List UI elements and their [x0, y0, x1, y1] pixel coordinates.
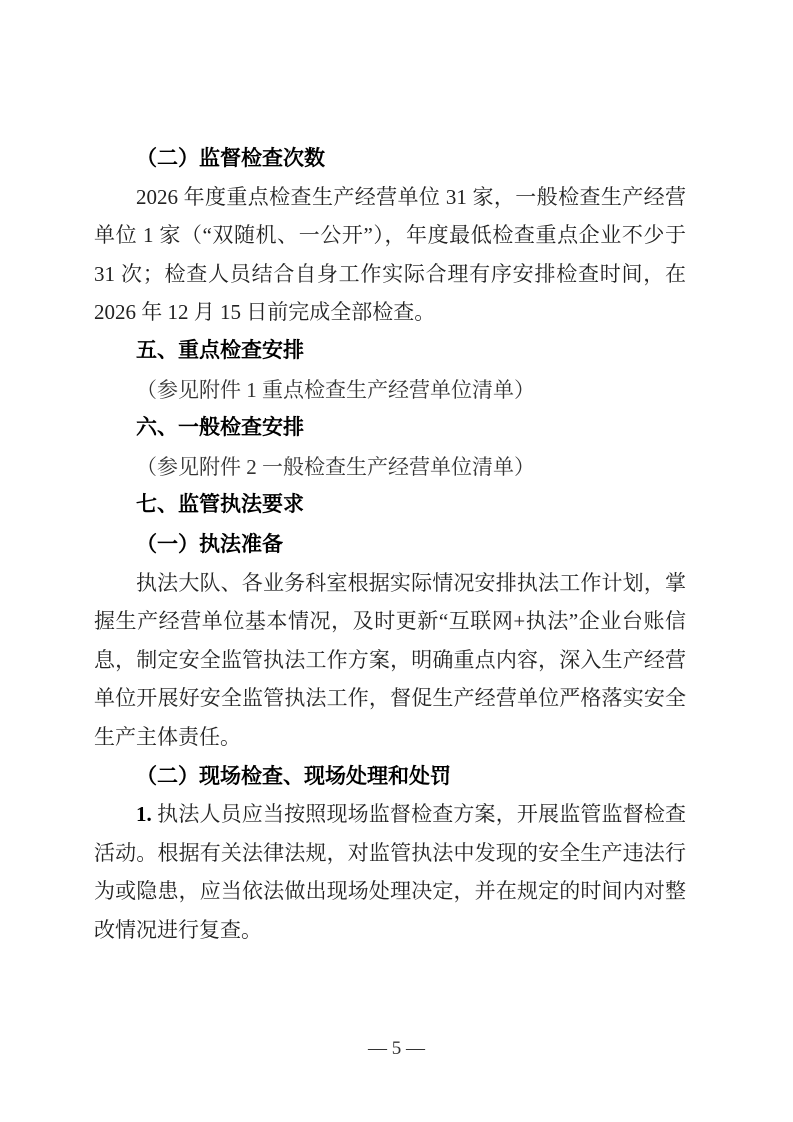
paragraph-onsite-inspection-item-1-text: 执法人员应当按照现场监督检查方案，开展监管监督检查活动。根据有关法律法规，对监管执法中发现的安全生产违法行为或隐患，应当依法做出现场处理决定，并在规定的时间内对整改情况进行复查。	[94, 802, 686, 942]
paragraph-enforcement-preparation-details: 执法大队、各业务科室根据实际情况安排执法工作计划，掌握生产经营单位基本情况，及时更新“互联网+执法”企业台账信息，制定安全监管执法工作方案，明确重点内容，深入生产经营单位开展好安全监管执法工作，督促生产经营单位严格落实安全生产主体责任。	[94, 570, 686, 749]
chapter-heading-general-inspection-arrangement: 六、一般检查安排	[136, 416, 304, 440]
note-see-attachment-1: （参见附件 1 重点检查生产经营单位清单）	[136, 377, 535, 402]
paragraph-onsite-inspection-item-1	[94, 795, 686, 949]
page-number: — 5 —	[368, 1038, 425, 1059]
note-see-attachment-2: （参见附件 2 一般检查生产经营单位清单）	[136, 454, 535, 479]
section-heading-enforcement-preparation: （一）执法准备	[136, 531, 283, 556]
section-heading-supervision-inspection-count: （二）监督检查次数	[136, 146, 325, 170]
chapter-heading-key-inspection-arrangement: 五、重点检查安排	[136, 338, 304, 362]
page-footer	[0, 1038, 793, 1060]
section-heading-onsite-inspection-handling-punishment: （二）现场检查、现场处理和处罚	[136, 763, 451, 788]
chapter-heading-law-enforcement-requirements: 七、监管执法要求	[136, 493, 304, 517]
paragraph-inspection-count-details: 2026 年度重点检查生产经营单位 31 家，一般检查生产经营单位 1 家（“双随机、一公开”），年度最低检查重点企业不少于 31 次；检查人员结合自身工作实际合理有序安排检查时间，在 2026 年 12 月 15 日前完成全部检查。	[94, 184, 686, 325]
page-content	[94, 139, 686, 949]
list-number-prefix: 1.	[136, 802, 152, 827]
